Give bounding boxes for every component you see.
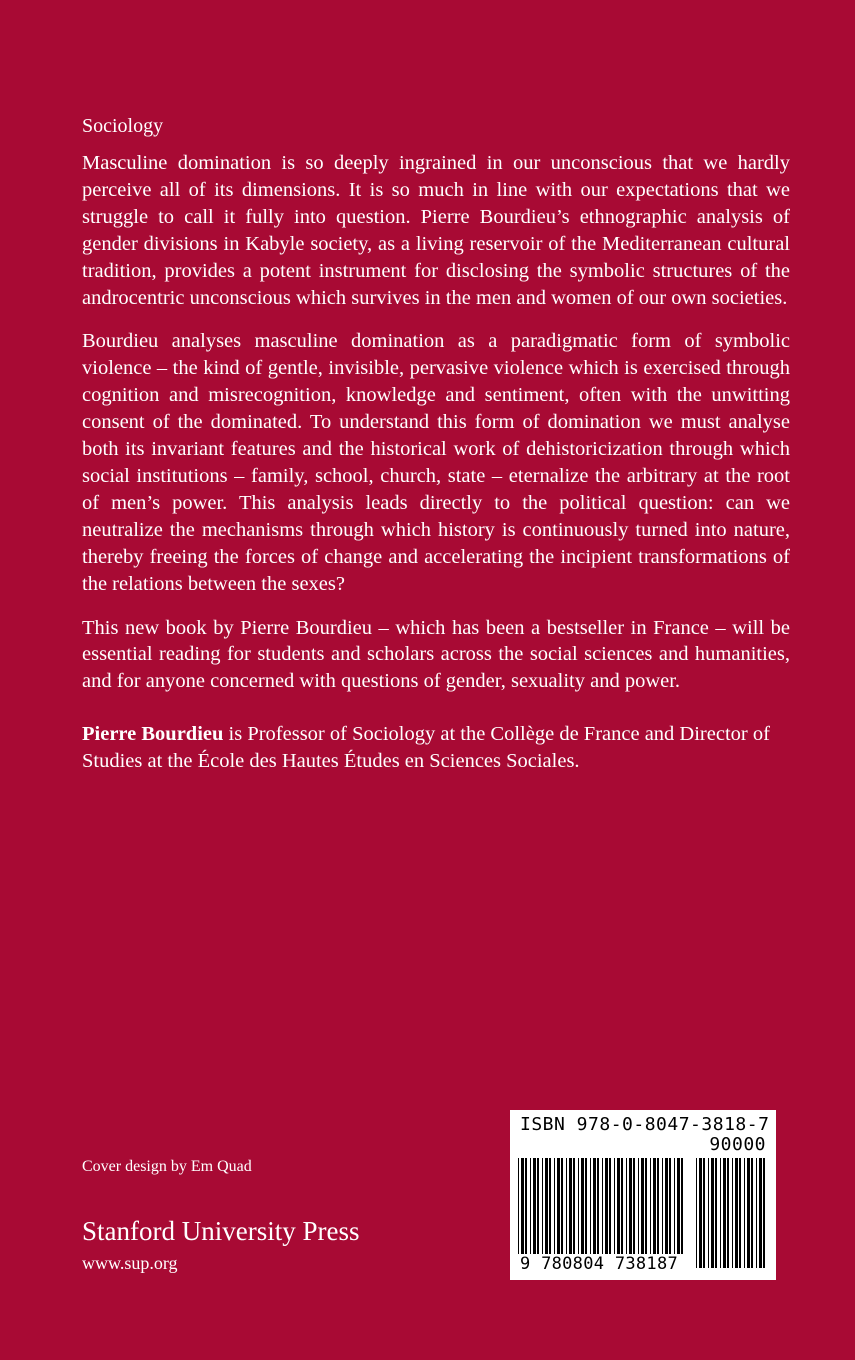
isbn-barcode <box>510 1110 776 1280</box>
addon-barcode-bars-icon <box>696 1158 768 1268</box>
barcode-bars-icon <box>518 1158 686 1254</box>
publisher-website: www.sup.org <box>82 1253 178 1273</box>
isbn-label: ISBN 978-0-8047-3818-7 <box>520 1114 770 1135</box>
publisher-name: Stanford University Press <box>82 1216 360 1246</box>
blurb-paragraph-1: Masculine domination is so deeply ingrained in our unconscious that we hardly perceive all of its dimensions. It is so much in line with our expectations that we struggle to call it fully into question. Pierre Bourdieu’s ethnographic analysis of gender divisions in Kabyle society, as a living reservoir of the Mediterranean cultural tradition, provides a potent instrument for disclosing the symbolic structures of the androcentric unconscious which survives in the men and women of our own societies. <box>82 152 790 309</box>
barcode-number: 9 780804 738187 <box>520 1254 679 1274</box>
author-bio-text: is Professor of Sociology at the Collège de France and Director of Studies at the École des Hautes Études en Sciences Sociales. <box>82 723 770 773</box>
author-name: Pierre Bourdieu <box>82 723 224 746</box>
blurb-paragraph-2: Bourdieu analyses masculine domination as a paradigmatic form of symbolic violence – the kind of gentle, invisible, pervasive violence which is exercised through cognition and misrecognition, knowledge and sentiment, often with the unwitting consent of the dominated. To understand this form of domination we must analyse both its invariant features and the historical work of dehistoricization through which social institutions – family, school, church, state – eternalize the arbitrary at the root of men’s power. This analysis leads directly to the political question: can we neutralize the mechanisms through which history is continuously turned into nature, thereby freeing the forces of change and accelerating the incipient transformations of the relations between the sexes? <box>82 330 790 595</box>
category-label: Sociology <box>82 115 164 137</box>
blurb-section <box>82 112 790 775</box>
blurb-paragraph-3: This new book by Pierre Bourdieu – which has been a bestseller in France – will be essential reading for students and scholars across the social sciences and humanities, and for anyone concerned with questions of gender, sexuality and power. <box>82 616 790 693</box>
cover-design-credit: Cover design by Em Quad <box>82 1158 252 1175</box>
price-addon-code: 90000 <box>709 1134 766 1155</box>
author-bio <box>82 721 790 775</box>
